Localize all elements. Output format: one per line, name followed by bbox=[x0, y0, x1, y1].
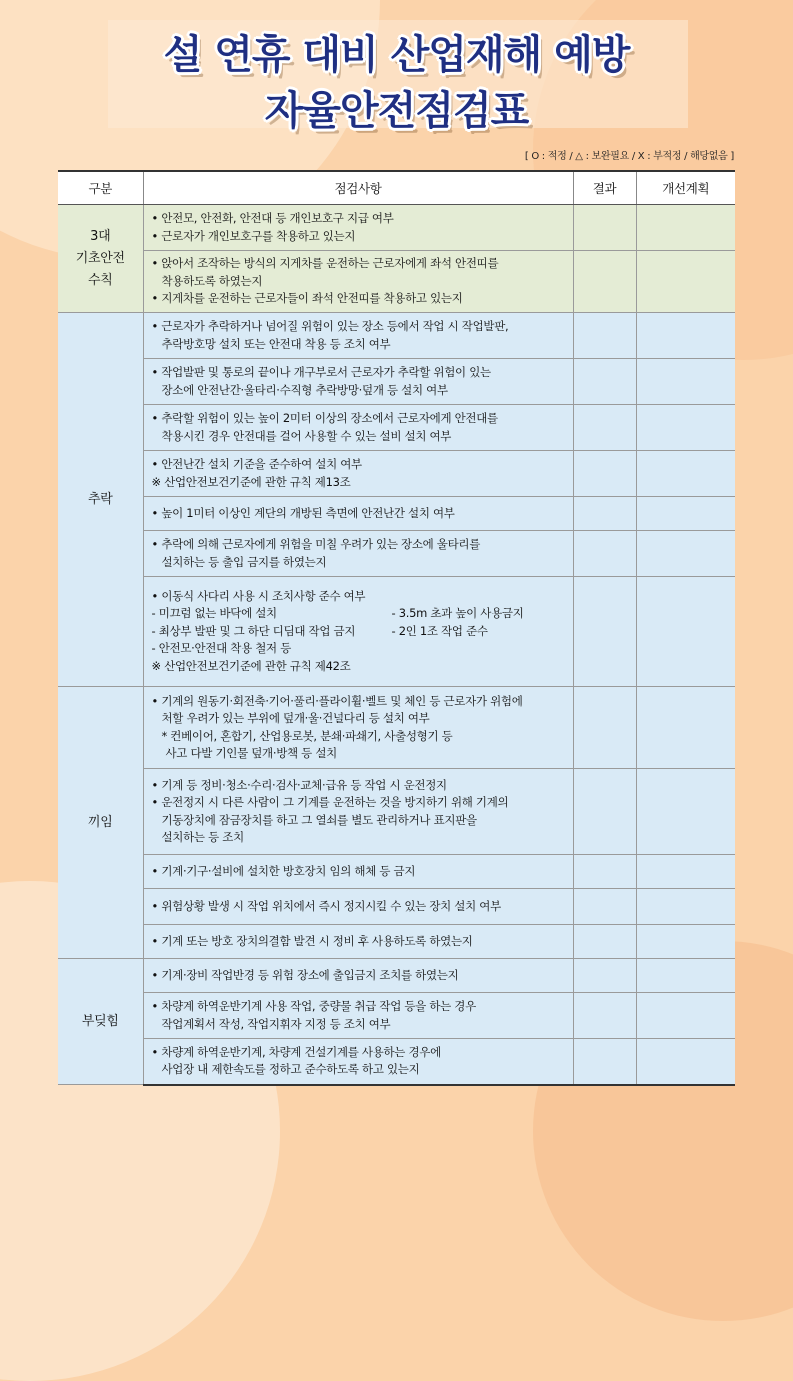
plan-cell[interactable] bbox=[636, 577, 735, 687]
check-item: • 안전난간 설치 기준을 준수하여 설치 여부 ※ 산업안전보건기준에 관한 규칙 제13조 bbox=[143, 451, 573, 497]
table-row bbox=[58, 497, 735, 531]
result-cell[interactable] bbox=[573, 855, 636, 889]
table-row bbox=[58, 889, 735, 925]
result-cell[interactable] bbox=[573, 925, 636, 959]
plan-cell[interactable] bbox=[636, 925, 735, 959]
plan-cell[interactable] bbox=[636, 497, 735, 531]
check-item: • 근로자가 추락하거나 넘어질 위험이 있는 장소 등에서 작업 시 작업발판, 추락방호망 설치 또는 안전대 착용 등 조치 여부 bbox=[143, 313, 573, 359]
result-cell[interactable] bbox=[573, 531, 636, 577]
check-item: • 기계 등 정비·청소·수리·검사·교체·급유 등 작업 시 운전정지 • 운전정지 시 다른 사람이 그 기계를 운전하는 것을 방지하기 위해 기계의 기동장치에 잠금장치를 하고 그 열쇠를 별도 관리하거나 표지판을 설치하는 등 조치 bbox=[143, 769, 573, 855]
check-item: • 높이 1미터 이상인 계단의 개방된 측면에 안전난간 설치 여부 bbox=[143, 497, 573, 531]
header-category: 구분 bbox=[58, 171, 143, 205]
check-item: • 이동식 사다리 사용 시 조치사항 준수 여부 - 미끄럼 없는 바닥에 설치 - 3.5m 초과 높이 사용금지 - 최상부 발판 및 그 하단 디딤대 작업 금지 - 2인 1조 작업 준수 - 안전모·안전대 착용 철저 등 ※ 산업안전보건기준에 관한 규칙 제42조 bbox=[143, 577, 573, 687]
table-header-row bbox=[58, 171, 735, 205]
plan-cell[interactable] bbox=[636, 251, 735, 313]
result-cell[interactable] bbox=[573, 251, 636, 313]
result-cell[interactable] bbox=[573, 687, 636, 769]
plan-cell[interactable] bbox=[636, 313, 735, 359]
check-item: • 앉아서 조작하는 방식의 지게차를 운전하는 근로자에게 좌석 안전띠를 착용하도록 하였는지 • 지게차를 운전하는 근로자들이 좌석 안전띠를 착용하고 있는지 bbox=[143, 251, 573, 313]
plan-cell[interactable] bbox=[636, 889, 735, 925]
check-item: • 기계·장비 작업반경 등 위험 장소에 출입금지 조치를 하였는지 bbox=[143, 959, 573, 993]
header-result: 결과 bbox=[573, 171, 636, 205]
header-plan: 개선계획 bbox=[636, 171, 735, 205]
check-item: • 차량계 하역운반기계, 차량계 건설기계를 사용하는 경우에 사업장 내 제한속도를 정하고 준수하도록 하고 있는지 bbox=[143, 1039, 573, 1085]
page-title-line2: 자율안전점검표 bbox=[264, 88, 529, 134]
check-item: • 기계 또는 방호 장치의결함 발견 시 정비 후 사용하도록 하였는지 bbox=[143, 925, 573, 959]
table-row bbox=[58, 577, 735, 687]
result-cell[interactable] bbox=[573, 313, 636, 359]
plan-cell[interactable] bbox=[636, 205, 735, 251]
result-legend: [ O : 적정 / △ : 보완필요 / X : 부적정 / 해당없음 ] bbox=[524, 151, 734, 162]
header-items: 점검사항 bbox=[143, 171, 573, 205]
result-cell[interactable] bbox=[573, 577, 636, 687]
plan-cell[interactable] bbox=[636, 769, 735, 855]
table-row bbox=[58, 769, 735, 855]
category-cell: 끼임 bbox=[58, 687, 143, 959]
check-item: • 추락에 의해 근로자에게 위험을 미칠 우려가 있는 장소에 울타리를 설치하는 등 출입 금지를 하였는지 bbox=[143, 531, 573, 577]
table-row bbox=[58, 251, 735, 313]
plan-cell[interactable] bbox=[636, 359, 735, 405]
result-cell[interactable] bbox=[573, 993, 636, 1039]
table-row bbox=[58, 687, 735, 769]
plan-cell[interactable] bbox=[636, 531, 735, 577]
table-row bbox=[58, 359, 735, 405]
table-row bbox=[58, 855, 735, 889]
page-title-line1: 설 연휴 대비 산업재해 예방 bbox=[163, 32, 630, 78]
table-row bbox=[58, 313, 735, 359]
result-cell[interactable] bbox=[573, 769, 636, 855]
result-cell[interactable] bbox=[573, 205, 636, 251]
check-item: • 추락할 위험이 있는 높이 2미터 이상의 장소에서 근로자에게 안전대를 착용시킨 경우 안전대를 걸어 사용할 수 있는 설비 설치 여부 bbox=[143, 405, 573, 451]
plan-cell[interactable] bbox=[636, 855, 735, 889]
table-row bbox=[58, 993, 735, 1039]
plan-cell[interactable] bbox=[636, 959, 735, 993]
table-row bbox=[58, 205, 735, 251]
result-cell[interactable] bbox=[573, 1039, 636, 1085]
plan-cell[interactable] bbox=[636, 451, 735, 497]
result-cell[interactable] bbox=[573, 359, 636, 405]
check-item: • 안전모, 안전화, 안전대 등 개인보호구 지급 여부 • 근로자가 개인보호구를 착용하고 있는지 bbox=[143, 205, 573, 251]
category-cell: 추락 bbox=[58, 313, 143, 687]
check-item: • 기계의 원동기·회전축·기어·풀리·플라이휠·벨트 및 체인 등 근로자가 위험에 처할 우려가 있는 부위에 덮개·울·건널다리 등 설치 여부 * 컨베이어, 혼합기, 산업용로봇, 분쇄·파쇄기, 사출성형기 등 사고 다발 기인물 덮개·방책 등 설치 bbox=[143, 687, 573, 769]
result-cell[interactable] bbox=[573, 497, 636, 531]
table-row bbox=[58, 531, 735, 577]
category-cell: 부딪힘 bbox=[58, 959, 143, 1085]
check-item: • 위험상황 발생 시 작업 위치에서 즉시 정지시킬 수 있는 장치 설치 여부 bbox=[143, 889, 573, 925]
check-item: • 기계·기구·설비에 설치한 방호장치 임의 해체 등 금지 bbox=[143, 855, 573, 889]
check-item: • 차량계 하역운반기계 사용 작업, 중량물 취급 작업 등을 하는 경우 작업계획서 작성, 작업지휘자 지정 등 조치 여부 bbox=[143, 993, 573, 1039]
plan-cell[interactable] bbox=[636, 687, 735, 769]
table-row bbox=[58, 959, 735, 993]
table-row bbox=[58, 405, 735, 451]
table-row bbox=[58, 1039, 735, 1085]
result-cell[interactable] bbox=[573, 405, 636, 451]
table-row bbox=[58, 451, 735, 497]
table-row bbox=[58, 925, 735, 959]
plan-cell[interactable] bbox=[636, 1039, 735, 1085]
result-cell[interactable] bbox=[573, 451, 636, 497]
result-cell[interactable] bbox=[573, 889, 636, 925]
check-item: • 작업발판 및 통로의 끝이나 개구부로서 근로자가 추락할 위험이 있는 장소에 안전난간·울타리·수직형 추락방망·덮개 등 설치 여부 bbox=[143, 359, 573, 405]
checklist-table bbox=[58, 170, 735, 1086]
category-cell: 3대 기초안전 수칙 bbox=[58, 205, 143, 313]
result-cell[interactable] bbox=[573, 959, 636, 993]
plan-cell[interactable] bbox=[636, 993, 735, 1039]
plan-cell[interactable] bbox=[636, 405, 735, 451]
